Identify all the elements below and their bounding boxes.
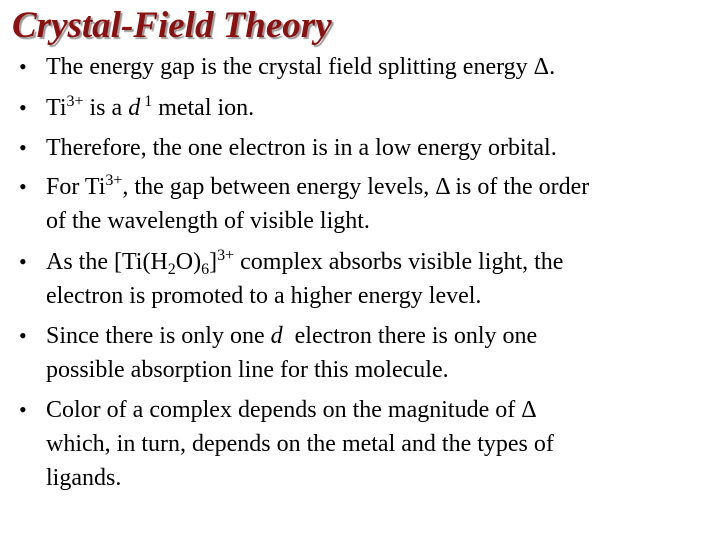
bullet-text-line: which, in turn, depends on the metal and the types of — [46, 431, 554, 457]
bullet-text-line: electron is promoted to a higher energy level. — [46, 283, 482, 309]
delta-symbol: Δ — [435, 174, 450, 200]
bullet-text: Since there is only one d electron there is only one — [46, 323, 538, 349]
bullet-text: As the $[Ti(H_2O)_6]^{3+}$ complex absorbs visible light, the — [46, 247, 564, 278]
d-orbital: d — [128, 95, 141, 121]
bullet-text-line: ligands. — [46, 465, 122, 491]
slide-title: Crystal-Field Theory — [12, 5, 332, 46]
bullet-icon: • — [19, 95, 27, 120]
bullet-icon: • — [19, 323, 27, 348]
bullet-text: For $Ti^{3+}$, the gap between energy levels, Δ is of the order — [46, 172, 590, 200]
bullet-text: Therefore, the one electron is in a low energy orbital. — [46, 135, 557, 161]
delta-symbol: Δ — [533, 54, 550, 80]
ion-charge: 3+ — [66, 93, 84, 110]
ion-charge: 3+ — [105, 172, 123, 189]
bullet-text: The energy gap is the crystal field splitting energy Δ. — [46, 54, 556, 80]
bullet-icon: • — [19, 174, 27, 199]
bullet-icon: • — [19, 54, 27, 79]
bullet-text: $Ti^{3+}$ is a d $^1$ metal ion. — [46, 93, 255, 121]
bullet-text-line: of the wavelength of visible light. — [46, 208, 370, 234]
delta-symbol: Δ — [521, 397, 537, 423]
d-orbital: d — [270, 323, 283, 349]
ion-charge: 3+ — [217, 247, 235, 264]
bullet-icon: • — [19, 135, 27, 160]
bullet-text-line: possible absorption line for this molecule. — [46, 357, 449, 383]
bullet-icon: • — [19, 397, 27, 422]
bullet-icon: • — [19, 249, 27, 274]
bullet-text: Color of a complex depends on the magnitude of Δ — [46, 397, 537, 423]
